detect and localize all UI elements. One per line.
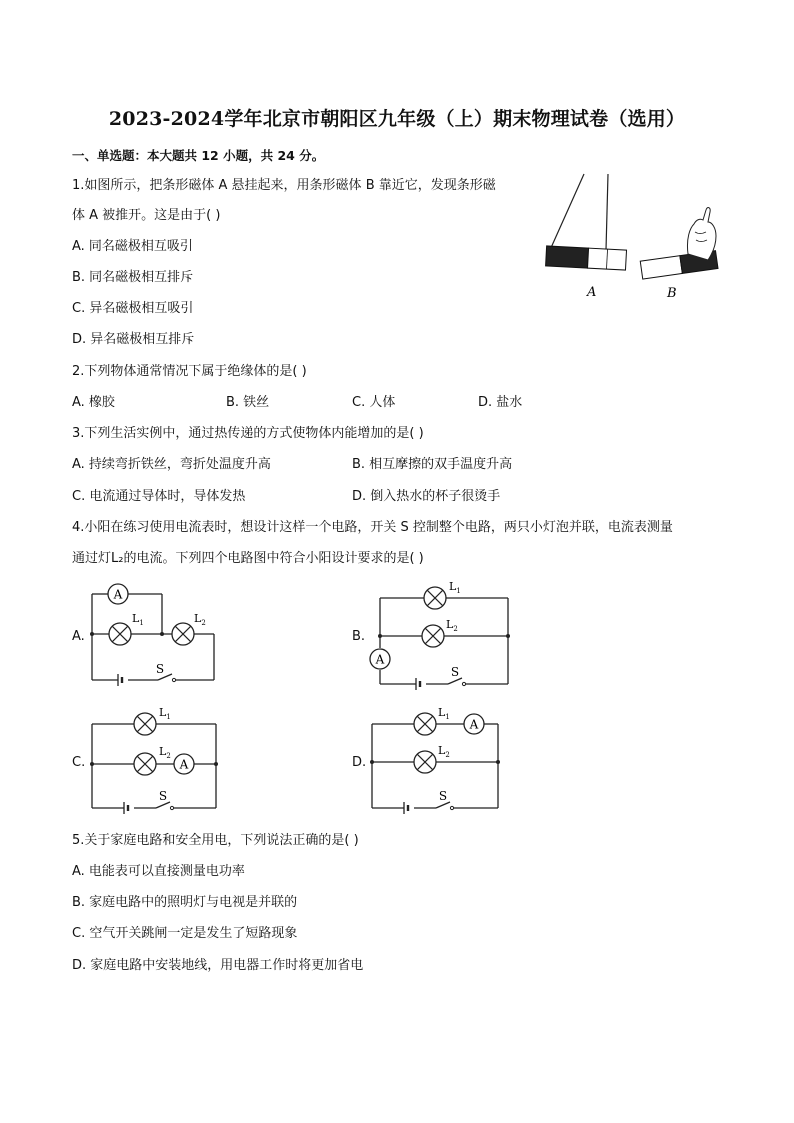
circuit-d-label: D.	[352, 755, 367, 770]
page-title: 2023-2024学年北京市朝阳区九年级（上）期末物理试卷（选用）	[108, 108, 686, 130]
lamp-l1-label: $L_1$	[132, 612, 144, 627]
question-1-option-a: A. 同名磁极相互吸引	[72, 239, 193, 254]
lamp-l2-label: $L_2$	[194, 612, 206, 627]
magnet-a	[546, 246, 627, 270]
suspension-string-right	[606, 174, 608, 250]
ammeter-symbol: A	[375, 652, 385, 667]
question-2-text: 2.下列物体通常情况下属于绝缘体的是( )	[72, 364, 307, 379]
circuit-d-diagram	[366, 704, 506, 820]
question-3-text: 3.下列生活实例中，通过热传递的方式使物体内能增加的是( )	[72, 426, 424, 441]
question-3-option-d: D. 倒入热水的杯子很烫手	[352, 489, 501, 504]
question-1-option-b: B. 同名磁极相互排斥	[72, 270, 194, 285]
switch-label: S	[158, 789, 168, 803]
circuit-a-label: A.	[72, 629, 85, 644]
question-5-option-b: B. 家庭电路中的照明灯与电视是并联的	[72, 895, 298, 910]
label-a: A	[587, 285, 597, 300]
question-2-option-d: D. 盐水	[478, 395, 523, 410]
circuit-b-label: B.	[352, 629, 366, 644]
lamp-l1-label: $L_1$	[159, 706, 171, 721]
question-2-option-c: C. 人体	[352, 395, 396, 410]
question-1-option-c: C. 异名磁极相互吸引	[72, 301, 194, 316]
switch-label: S	[450, 665, 460, 679]
switch-label: S	[438, 789, 448, 803]
question-5-option-c: C. 空气开关跳闸一定是发生了短路现象	[72, 926, 298, 941]
suspension-string-left	[550, 174, 584, 250]
lamp-l1-label: $L_1$	[449, 580, 461, 595]
question-1-line-1: 1.如图所示，把条形磁体 A 悬挂起来，用条形磁体 B 靠近它，发现条形磁	[72, 178, 496, 193]
question-3-option-a: A. 持续弯折铁丝，弯折处温度升高	[72, 457, 271, 472]
question-2-option-b: B. 铁丝	[226, 395, 270, 410]
question-5-option-a: A. 电能表可以直接测量电功率	[72, 864, 245, 879]
magnets-figure	[540, 172, 720, 302]
lamp-l2-label: $L_2$	[446, 618, 458, 633]
question-5-text: 5.关于家庭电路和安全用电，下列说法正确的是( )	[72, 833, 359, 848]
question-5-option-d: D. 家庭电路中安装地线，用电器工作时将更加省电	[72, 958, 364, 973]
question-1-option-d: D. 异名磁极相互排斥	[72, 332, 195, 347]
ammeter-symbol: A	[469, 717, 479, 732]
circuit-b-diagram	[366, 578, 516, 694]
lamp-l2-label: $L_2$	[438, 744, 450, 759]
circuit-a-diagram	[84, 578, 224, 692]
section-heading: 一、单选题：本大题共 12 小题，共 24 分。	[72, 148, 325, 163]
question-1-line-2: 体 A 被推开。这是由于( )	[72, 208, 221, 223]
ammeter-symbol: A	[179, 757, 189, 772]
question-3-option-b: B. 相互摩擦的双手温度升高	[352, 457, 513, 472]
switch-label: S	[155, 662, 165, 676]
label-b: B	[667, 286, 677, 301]
circuit-c-label: C.	[72, 755, 86, 770]
lamp-l1-label: $L_1$	[438, 706, 450, 721]
question-4-line-1: 4.小阳在练习使用电流表时，想设计这样一个电路，开关 S 控制整个电路，两只小灯泡并联，电流表测量	[72, 520, 673, 535]
circuit-c-diagram	[84, 704, 224, 820]
question-3-option-c: C. 电流通过导体时，导体发热	[72, 489, 246, 504]
lamp-l2-label: $L_2$	[159, 745, 171, 760]
question-4-line-2: 通过灯L₂的电流。下列四个电路图中符合小阳设计要求的是( )	[72, 551, 424, 566]
ammeter-symbol: A	[113, 587, 123, 602]
question-2-option-a: A. 橡胶	[72, 395, 115, 410]
